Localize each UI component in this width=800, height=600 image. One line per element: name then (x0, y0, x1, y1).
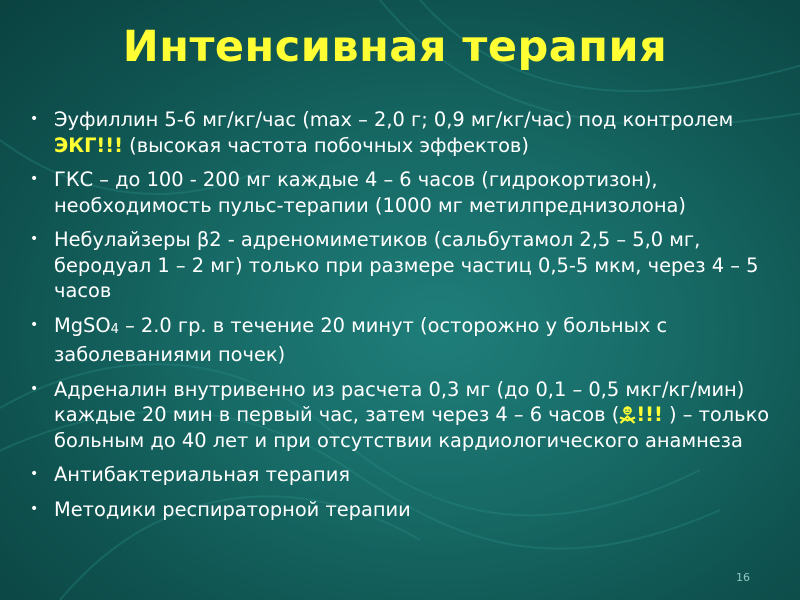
bullet-text: Эуфиллин 5-6 мг/кг/час (max – 2,0 г; 0,9 мг/кг/час) под контролем (54, 108, 734, 131)
bullet-item-theophylline (0, 107, 800, 158)
bullet-item-antibacterial (0, 462, 800, 488)
bullet-text: ГКС – до 100 - 200 мг каждые 4 – 6 часов (гидрокортизон), необходимость пульс-терапии (1000 мг метилпреднизолона) (54, 168, 686, 217)
ecg-highlight: ЭКГ!!! (54, 133, 123, 157)
bullet-text: Антибактериальная терапия (54, 463, 350, 486)
bullet-text: Небулайзеры β2 - адреномиметиков (сальбутамол 2,5 – 5,0 мг, беродуал 1 – 2 мг) только при размере частиц 0,5-5 мкм, через 4 – 5 часов (54, 228, 759, 302)
bullet-dot-icon: • (30, 380, 39, 397)
bullet-text: (высокая частота побочных эффектов) (122, 133, 529, 157)
bullet-dot-icon: • (30, 316, 39, 333)
bullet-dot-icon: • (30, 111, 39, 127)
bullet-text: – 2.0 гр. в течение 20 минут (осторожно у больных с заболеваниями почек) (54, 313, 668, 366)
smiley-icon (619, 405, 636, 424)
warning-highlight: !!! (636, 403, 663, 426)
page-number: 16 (736, 571, 750, 584)
bullet-item-adrenaline (0, 377, 800, 454)
subscript-four: 4 (110, 321, 119, 337)
bullet-text: Адреналин внутривенно из расчета 0,3 мг (до 0,1 – 0,5 мкг/кг/мин) каждые 20 мин в первый час, затем через 4 – 6 часов ( (54, 377, 745, 426)
bullet-dot-icon: • (30, 171, 39, 187)
bullet-text: ) – только больным до 40 лет и при отсутствии кардиологического анамнеза (54, 403, 770, 452)
slide-title: Интенсивная терапия (122, 22, 668, 72)
bullet-list (0, 107, 800, 531)
bullet-item-magnesium (0, 313, 800, 368)
bullet-item-respiratory (0, 497, 800, 523)
bullet-dot-icon: • (30, 500, 39, 517)
bullet-item-nebulizers (0, 227, 800, 304)
bullet-dot-icon: • (30, 231, 39, 247)
bullet-dot-icon: • (30, 466, 39, 482)
bullet-text: Методики респираторной терапии (54, 497, 411, 521)
bullet-item-corticosteroids (0, 167, 800, 218)
bullet-text: MgSO (54, 313, 111, 337)
